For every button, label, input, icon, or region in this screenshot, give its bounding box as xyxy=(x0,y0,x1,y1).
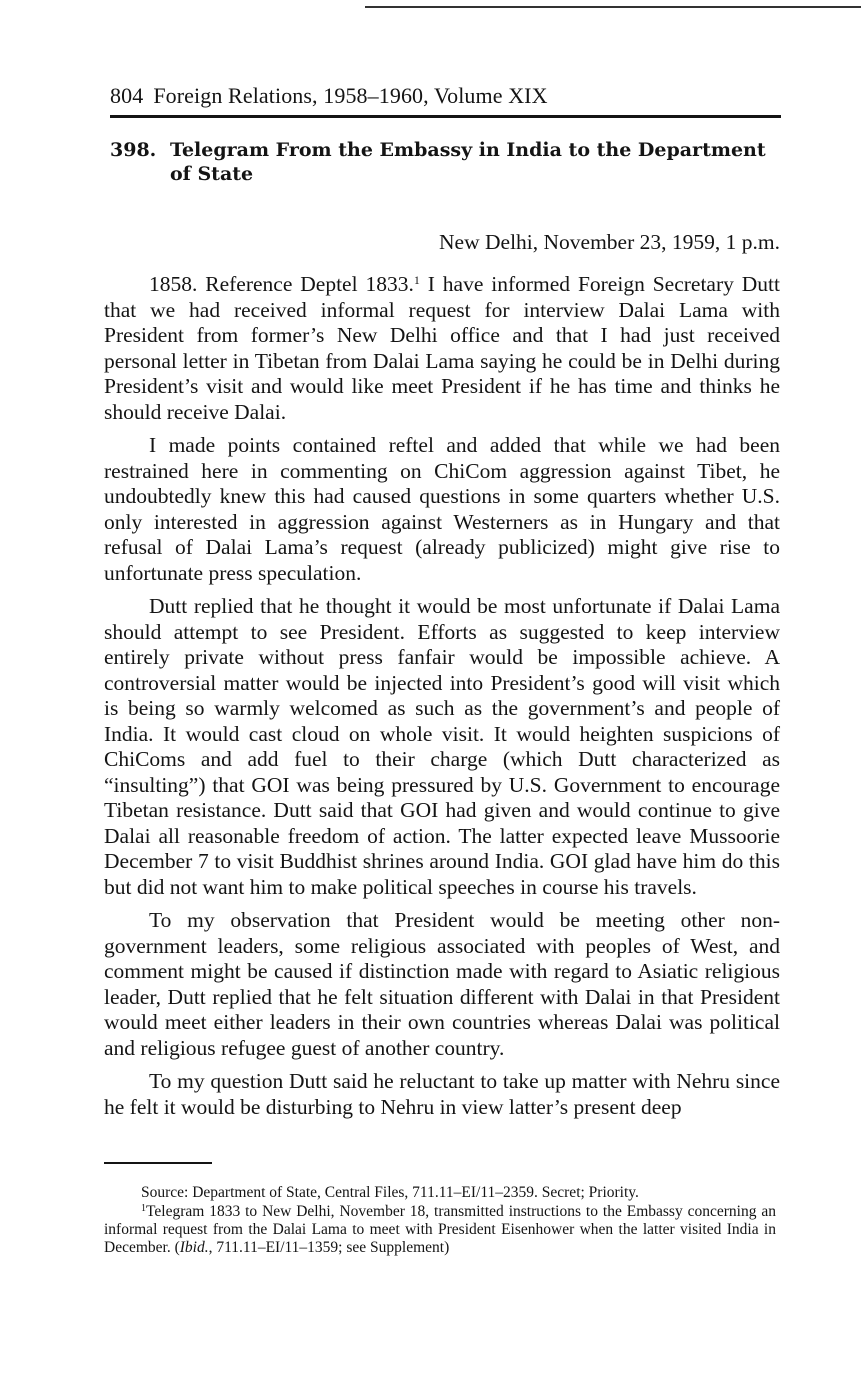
footnote-1-marker: 1 xyxy=(141,1203,146,1214)
footnote-rule xyxy=(104,1162,212,1164)
footnote-1-text: Telegram 1833 to New Delhi, November 18, transmitted instructions to the Embassy concerning an informal request from the Dalai Lama to meet with President Eisenhower when the latter visited India in December. ( xyxy=(104,1203,776,1256)
footnotes xyxy=(104,1184,776,1258)
document-title: Telegram From the Embassy in India to the Department of State xyxy=(170,139,766,185)
page-number: 804 xyxy=(110,83,144,108)
footnote-ref-1: 1 xyxy=(413,273,420,287)
dateline: New Delhi, November 23, 1959, 1 p.m. xyxy=(439,230,780,254)
scan-top-rule xyxy=(365,6,861,8)
telegram-body xyxy=(104,272,780,1120)
body-paragraph-5: To my question Dutt said he reluctant to take up matter with Nehru since he felt it would be disturbing to Nehru in view latter’s present deep xyxy=(104,1069,780,1119)
source-note: Source: Department of State, Central Files, 711.11–EI/11–2359. Secret; Priority. xyxy=(141,1184,639,1201)
body-paragraph-1 xyxy=(104,272,780,425)
paragraph-1-opening: 1858. Reference Deptel 1833. xyxy=(149,272,414,296)
ibid-citation: Ibid. xyxy=(179,1239,209,1256)
body-paragraph-3: Dutt replied that he thought it would be most unfortunate if Dalai Lama should attempt to see President. Efforts as suggested to keep interview entirely private without press fanfair would be impossible achieve. A controversial matter would be injected into President’s good will visit which is being so warmly welcomed as such as the government’s and people of India. It would cast cloud on whole visit. It would heighten suspicions of ChiComs and add fuel to their charge (which Dutt characterized as “insulting”) that GOI was being pressured by U.S. Government to encourage Tibetan resistance. Dutt said that GOI had given and would continue to give Dalai all reasonable freedom of action. The latter expected leave Mussoorie December 7 to visit Buddhist shrines around India. GOI glad have him do this but did not want him to make political speeches in course his travels. xyxy=(104,594,780,899)
paragraph-1-text: I have informed Foreign Secretary Dutt that we had received informal request for interview Dalai Lama with President from former’s New Delhi office and that I had just received personal letter in Tibetan from Dalai Lama saying he could be in Delhi during President’s visit and would like meet President if he has time and thinks he should receive Dalai. xyxy=(104,272,780,424)
footnote-1 xyxy=(104,1203,776,1257)
document-number: 398. xyxy=(110,139,157,161)
footnote-1-citation: , 711.11–EI/11–1359; see Supplement) xyxy=(208,1239,450,1256)
body-paragraph-2: I made points contained reftel and added that while we had been restrained here in commenting on ChiCom aggression against Tibet, he undoubtedly knew this had caused questions in some quarters whether U.S. only interested in aggression against Westerners as in Hungary and that refusal of Dalai Lama’s request (already publicized) might give rise to unfortunate press speculation. xyxy=(104,433,780,585)
running-head xyxy=(110,82,780,110)
publication-title: Foreign Relations, 1958–1960, Volume XIX xyxy=(153,83,548,108)
header-rule xyxy=(110,115,781,118)
document-heading xyxy=(110,138,780,186)
body-paragraph-4: To my observation that President would be meeting other non-government leaders, some religious associated with peoples of West, and comment might be caused if distinction made with regard to Asiatic religious leader, Dutt replied that he felt situation different with Dalai in that President would meet either leaders in their own countries whereas Dalai was political and religious refugee guest of another country. xyxy=(104,908,780,1060)
